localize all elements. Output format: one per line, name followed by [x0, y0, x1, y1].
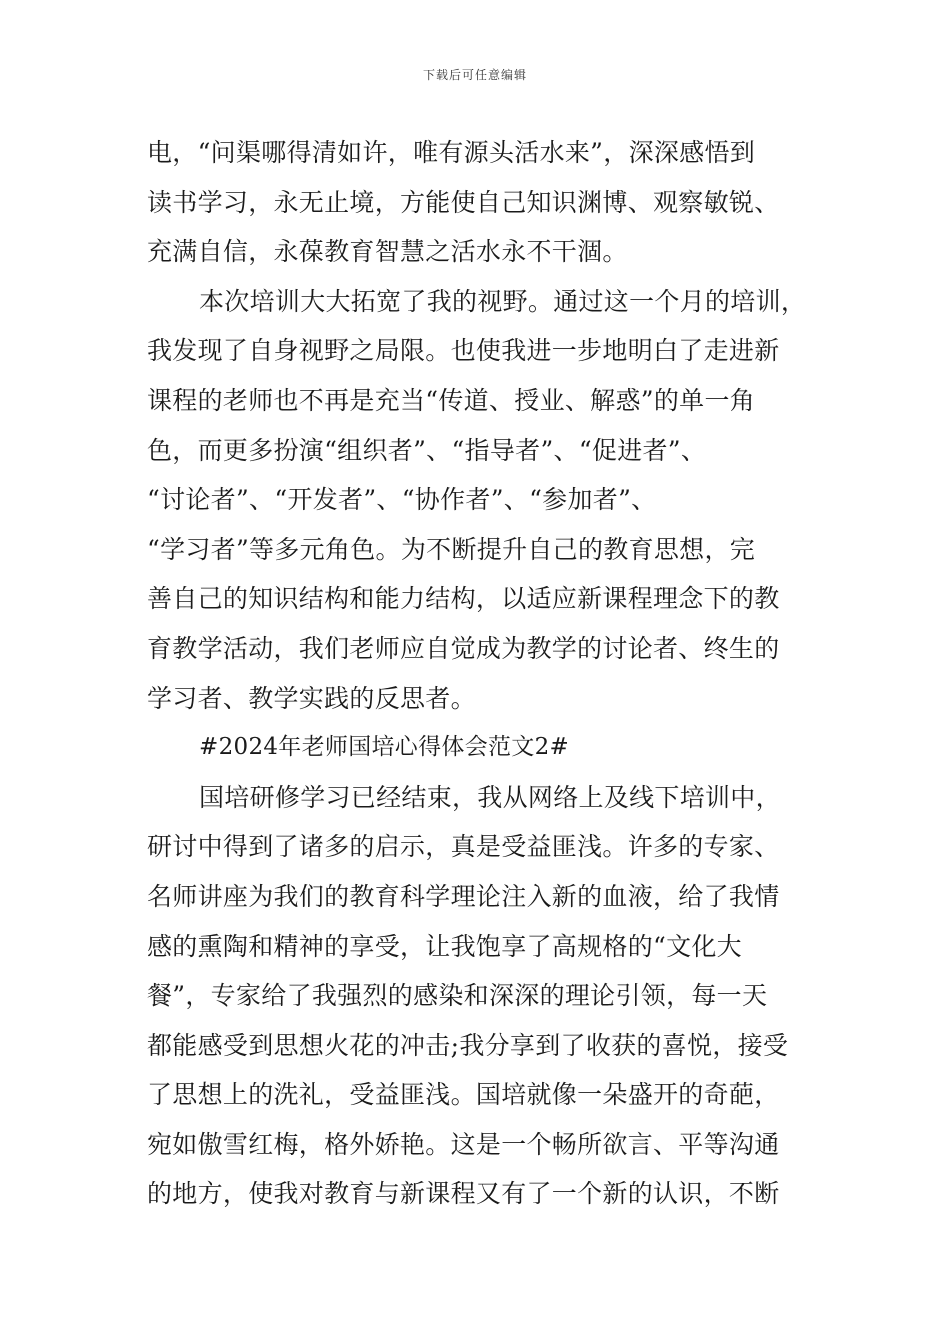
- text-line: 都能感受到思想火花的冲击;我分享到了收获的喜悦，接受: [147, 1030, 789, 1060]
- text-line: 的地方，使我对教育与新课程又有了一个新的认识，不断: [147, 1179, 780, 1209]
- text-line: 学习者、教学实践的反思者。: [147, 683, 476, 713]
- text-line: 宛如傲雪红梅，格外娇艳。这是一个畅所欲言、平等沟通: [147, 1129, 780, 1159]
- paragraph-first-line: 本次培训大大拓宽了我的视野。通过这一个月的培训，: [199, 286, 807, 316]
- header-note: 下载后可任意编辑: [422, 68, 527, 82]
- section-heading: #2024年老师国培心得体会范文2#: [199, 734, 570, 761]
- text-line: 餐”，专家给了我强烈的感染和深深的理论引领，每一天: [147, 981, 768, 1011]
- text-line: 感的熏陶和精神的享受，让我饱享了高规格的“文化大: [147, 931, 742, 961]
- text-line: “讨论者”、“开发者”、“协作者”、“参加者”、: [147, 485, 657, 515]
- paragraph-first-line: 国培研修学习已经结束，我从网络上及线下培训中，: [199, 782, 781, 812]
- text-line: “学习者”等多元角色。为不断提升自己的教育思想，完: [147, 534, 756, 564]
- text-line: 善自己的知识结构和能力结构，以适应新课程理念下的教: [147, 584, 780, 614]
- text-line: 色，而更多扮演“组织者”、“指导者”、“促进者”、: [147, 435, 707, 465]
- text-line: 名师讲座为我们的教育科学理论注入新的血液，给了我情: [147, 881, 780, 911]
- document-body: [147, 128, 807, 1219]
- text-line: 充满自信，永葆教育智慧之活水永不干涸。: [147, 237, 628, 267]
- text-line: 研讨中得到了诸多的启示，真是受益匪浅。许多的专家、: [147, 832, 780, 862]
- text-line: 育教学活动，我们老师应自觉成为教学的讨论者、终生的: [147, 633, 780, 663]
- text-line: 电，“问渠哪得清如许，唯有源头活水来”，深深感悟到: [147, 138, 756, 167]
- text-line: 我发现了自身视野之局限。也使我进一步地明白了走进新: [147, 336, 780, 366]
- text-line: 了思想上的洗礼，受益匪浅。国培就像一朵盛开的奇葩，: [147, 1080, 780, 1110]
- text-line: 读书学习，永无止境，方能使自己知识渊博、观察敏锐、: [147, 187, 780, 217]
- text-line: 课程的老师也不再是充当“传道、授业、解惑”的单一角: [147, 385, 756, 415]
